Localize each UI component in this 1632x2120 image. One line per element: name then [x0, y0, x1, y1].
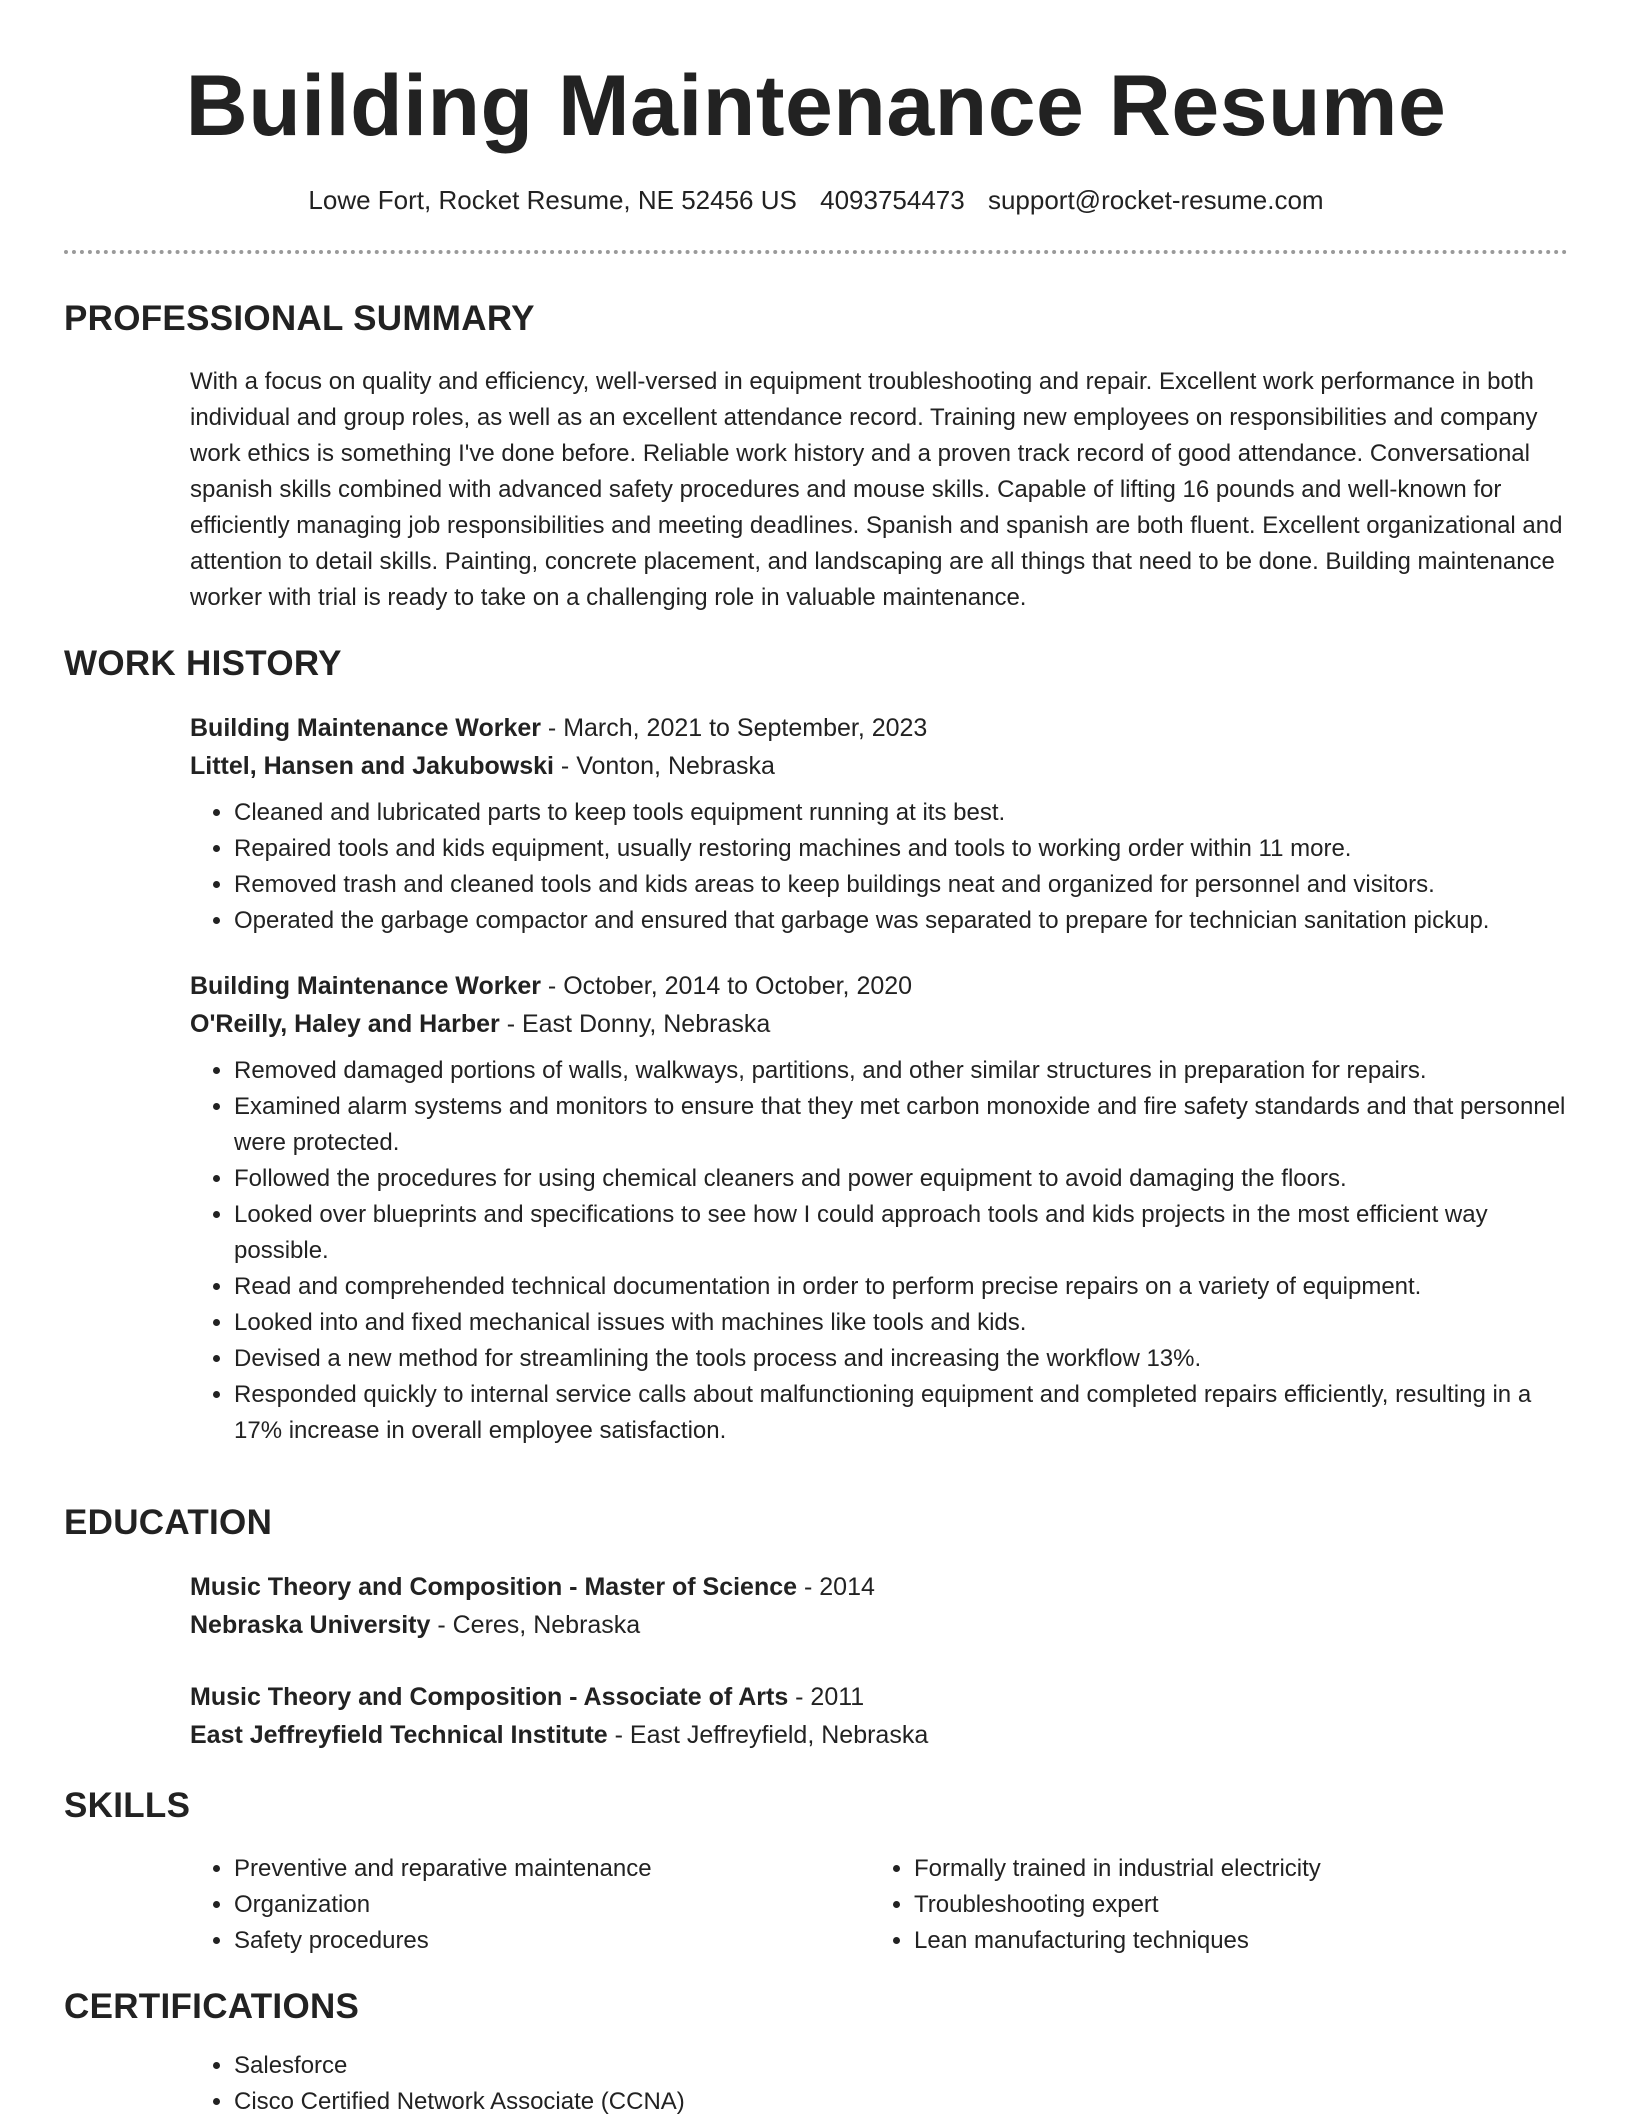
- job-company-line: [190, 747, 1568, 785]
- education-heading: EDUCATION: [64, 1503, 273, 1542]
- job-dates: - March, 2021 to September, 2023: [540, 714, 928, 742]
- job-bullet: • Examined alarm systems and monitors to ensure that they met carbon monoxide and fire safety standards and that personnel were protected.: [234, 1089, 1568, 1161]
- education-entry: [190, 1678, 1568, 1754]
- work-history-body: [190, 709, 1568, 1449]
- contact-address: Lowe Fort, Rocket Resume, NE 52456 US: [308, 185, 797, 215]
- job-entry: [190, 709, 1568, 939]
- contact-email: support@rocket-resume.com: [987, 185, 1324, 215]
- job-location: - East Donny, Nebraska: [499, 1010, 771, 1038]
- job-bullet: • Operated the garbage compactor and ensured that garbage was separated to prepare for technician sanitation pickup.: [234, 903, 1568, 939]
- education-location: - East Jeffreyfield, Nebraska: [607, 1721, 929, 1749]
- summary-text: With a focus on quality and efficiency, well-versed in equipment troubleshooting and repair. Excellent work performance in both individual and group roles, as well as an excellent attendance record. Training new employees on responsibilities and company work ethics is something I've done before. Reliable work history and a proven track record of good attendance. Conversational spanish skills combined with advanced safety procedures and mouse skills. Capable of lifting 16 pounds and well-known for efficiently managing job responsibilities and meeting deadlines. Spanish and spanish are both fluent. Excellent organizational and attention to detail skills. Painting, concrete placement, and landscaping are all things that need to be done. Building maintenance worker with trial is ready to take on a challenging role in valuable maintenance.: [190, 368, 1563, 611]
- contact-phone: 4093754473: [820, 185, 965, 215]
- skill-item: • Formally trained in industrial electricity: [914, 1851, 1550, 1887]
- education-school-line: [190, 1606, 1568, 1644]
- education-school: Nebraska University: [190, 1611, 431, 1639]
- education-location: - Ceres, Nebraska: [430, 1611, 641, 1639]
- job-entry: [190, 967, 1568, 1449]
- resume-title: Building Maintenance Resume: [185, 58, 1447, 154]
- education-degree-line: [190, 1678, 1568, 1716]
- summary-heading: PROFESSIONAL SUMMARY: [64, 299, 535, 338]
- summary-body: [190, 364, 1568, 616]
- certifications-list: [190, 2048, 1568, 2120]
- skills-column-right: [870, 1851, 1550, 1959]
- job-bullet: • Looked into and fixed mechanical issues with machines like tools and kids.: [234, 1305, 1568, 1341]
- skill-item: • Preventive and reparative maintenance: [234, 1851, 870, 1887]
- education-degree-line: [190, 1568, 1568, 1606]
- job-bullets: [190, 795, 1568, 939]
- resume-header: [0, 0, 1632, 216]
- education-year: - 2011: [788, 1683, 865, 1711]
- job-bullet: • Responded quickly to internal service calls about malfunctioning equipment and completed repairs efficiently, resulting in a 17% increase in overall employee satisfaction.: [234, 1377, 1568, 1449]
- job-bullet: • Looked over blueprints and specifications to see how I could approach tools and kids projects in the most efficient way possible.: [234, 1197, 1568, 1269]
- job-bullet: • Cleaned and lubricated parts to keep tools equipment running at its best.: [234, 795, 1568, 831]
- education-degree: Music Theory and Composition - Associate of Arts: [190, 1683, 789, 1711]
- education-school-line: [190, 1716, 1568, 1754]
- job-bullet: • Removed damaged portions of walls, walkways, partitions, and other similar structures in preparation for repairs.: [234, 1053, 1568, 1089]
- job-bullet: • Followed the procedures for using chemical cleaners and power equipment to avoid damaging the floors.: [234, 1161, 1568, 1197]
- job-dates: - October, 2014 to October, 2020: [540, 972, 913, 1000]
- summary-section: [64, 298, 1568, 616]
- work-history-section: [64, 643, 1568, 1449]
- certifications-body: [190, 2048, 1568, 2120]
- skills-heading: SKILLS: [64, 1786, 191, 1825]
- certifications-heading: CERTIFICATIONS: [64, 1987, 360, 2026]
- skills-body: [190, 1851, 1568, 1959]
- job-company: O'Reilly, Haley and Harber: [190, 1010, 500, 1038]
- skills-column-left: [190, 1851, 870, 1959]
- education-year: - 2014: [797, 1573, 875, 1601]
- skills-section: [64, 1785, 1568, 1959]
- education-section: [64, 1502, 1568, 1754]
- job-bullet: • Read and comprehended technical documentation in order to perform precise repairs on a variety of equipment.: [234, 1269, 1568, 1305]
- certification-item: • Salesforce: [234, 2048, 1568, 2084]
- skill-item: • Safety procedures: [234, 1923, 870, 1959]
- job-bullet: • Devised a new method for streamlining the tools process and increasing the workflow 13%.: [234, 1341, 1568, 1377]
- job-bullet: • Removed trash and cleaned tools and kids areas to keep buildings neat and organized for personnel and visitors.: [234, 867, 1568, 903]
- education-entry: [190, 1568, 1568, 1644]
- job-company-line: [190, 1005, 1568, 1043]
- job-location: - Vonton, Nebraska: [553, 752, 775, 780]
- job-title-line: [190, 967, 1568, 1005]
- skill-item: • Lean manufacturing techniques: [914, 1923, 1550, 1959]
- contact-line: [0, 184, 1632, 216]
- job-title-line: [190, 709, 1568, 747]
- job-position: Building Maintenance Worker: [190, 714, 541, 742]
- job-position: Building Maintenance Worker: [190, 972, 541, 1000]
- job-bullets: [190, 1053, 1568, 1449]
- education-school: East Jeffreyfield Technical Institute: [190, 1721, 608, 1749]
- header-divider: [64, 250, 1568, 254]
- job-company: Littel, Hansen and Jakubowski: [190, 752, 554, 780]
- skill-item: • Organization: [234, 1887, 870, 1923]
- skills-grid: [190, 1851, 1568, 1959]
- certification-item: • Cisco Certified Network Associate (CCNA): [234, 2084, 1568, 2120]
- certifications-section: [64, 1986, 1568, 2120]
- job-bullet: • Repaired tools and kids equipment, usually restoring machines and tools to working order within 11 more.: [234, 831, 1568, 867]
- work-history-heading: WORK HISTORY: [64, 644, 342, 683]
- education-degree: Music Theory and Composition - Master of Science: [190, 1573, 798, 1601]
- skill-item: • Troubleshooting expert: [914, 1887, 1550, 1923]
- education-body: [190, 1568, 1568, 1754]
